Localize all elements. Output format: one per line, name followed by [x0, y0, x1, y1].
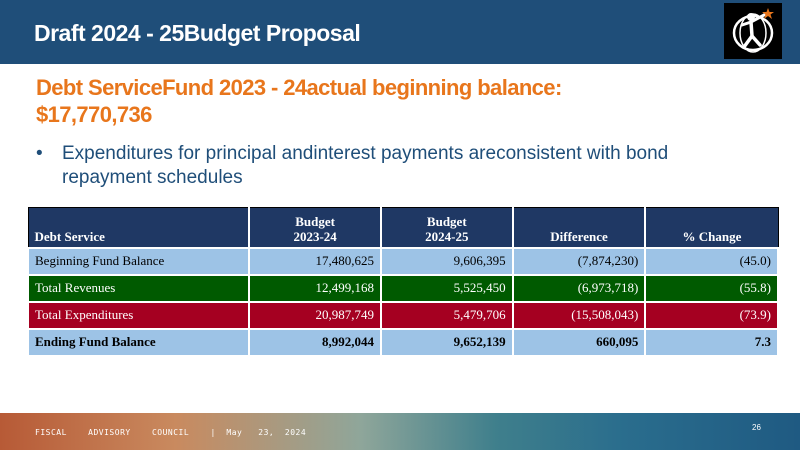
slide-title: Draft 2024 - 25Budget Proposal	[34, 20, 361, 46]
cell-difference: (6,973,718)	[513, 275, 646, 302]
row-label: Total Expenditures	[28, 302, 249, 329]
header-difference: Difference	[513, 208, 646, 248]
cell-budget-2023-24: 17,480,625	[249, 248, 381, 275]
row-label: Beginning Fund Balance	[28, 248, 249, 275]
cell-budget-2023-24: 8,992,044	[249, 329, 381, 356]
table-row-beginning-fund-balance	[28, 248, 778, 275]
header-pct-change: % Change	[645, 208, 778, 248]
header-budget-2024-25-line1: Budget	[426, 213, 467, 229]
cell-pct-change: (45.0)	[645, 248, 778, 275]
fiscal-advisory-council-logo	[724, 3, 782, 59]
bullet-point	[36, 142, 736, 190]
header-budget-2024-25	[381, 208, 513, 248]
row-label: Total Revenues	[28, 275, 249, 302]
cell-pct-change: 7.3	[645, 329, 778, 356]
table-header-row	[28, 208, 778, 248]
bullet-marker: •	[36, 143, 43, 164]
header-budget-2023-24-line2: 2023-24	[293, 228, 337, 244]
debt-service-subtitle: Debt ServiceFund 2023 - 24actual beginning balance: $17,770,736	[36, 75, 562, 127]
table-row-total-revenues	[28, 275, 778, 302]
table-row-total-expenditures	[28, 302, 778, 329]
cell-budget-2024-25: 9,652,139	[381, 329, 513, 356]
cell-pct-change: (55.8)	[645, 275, 778, 302]
table-row-ending-fund-balance	[28, 329, 778, 356]
row-label: Ending Fund Balance	[28, 329, 249, 356]
logo-figure-icon	[724, 3, 782, 59]
cell-pct-change: (73.9)	[645, 302, 778, 329]
header-budget-2023-24	[249, 208, 381, 248]
cell-difference: 660,095	[513, 329, 646, 356]
debt-service-table	[27, 207, 779, 357]
cell-budget-2024-25: 5,525,450	[381, 275, 513, 302]
header-debt-service: Debt Service	[28, 208, 249, 248]
cell-difference: (15,508,043)	[513, 302, 646, 329]
header-budget-2024-25-line2: 2024-25	[425, 228, 469, 244]
page-number: 26	[752, 423, 761, 432]
cell-budget-2023-24: 20,987,749	[249, 302, 381, 329]
footer-text: FISCAL ADVISORY COUNCIL | May 23, 2024	[35, 428, 307, 437]
cell-budget-2023-24: 12,499,168	[249, 275, 381, 302]
cell-budget-2024-25: 9,606,395	[381, 248, 513, 275]
cell-budget-2024-25: 5,479,706	[381, 302, 513, 329]
header-budget-2023-24-line1: Budget	[295, 213, 335, 229]
bullet-text: Expenditures for principal andinterest payments areconsistent with bond repayment schedules	[62, 143, 669, 188]
cell-difference: (7,874,230)	[513, 248, 646, 275]
